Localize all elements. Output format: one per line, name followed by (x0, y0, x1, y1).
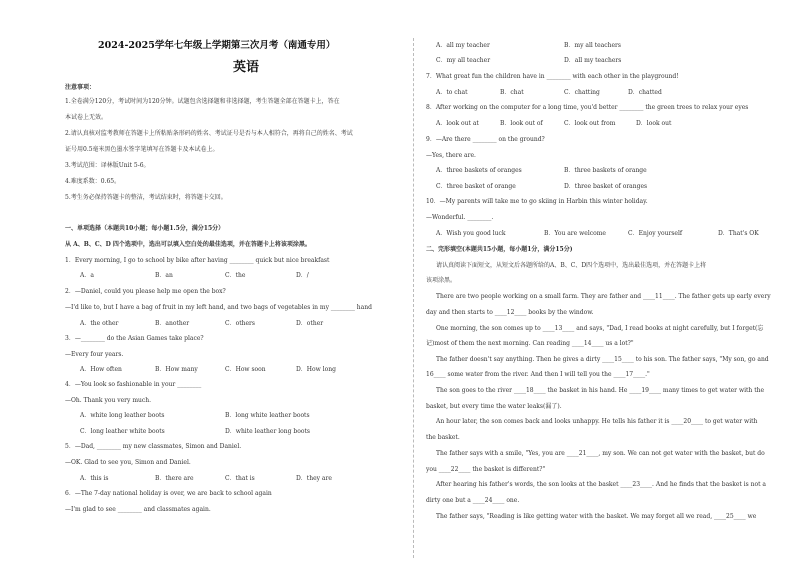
question-stem: 10．—My parents will take me to go skiing in Harbin this winter holiday. (426, 198, 648, 205)
option: D．How long (296, 366, 336, 373)
question-stem: —Yes, there are. (426, 152, 476, 159)
note-line: 2.请认真核对监考教师在答题卡上所粘贴条形码的姓名、考试证号是否与本人相符合，再将自己的姓名、考试 (65, 130, 353, 137)
option: A．three baskets of oranges (436, 167, 522, 174)
question-stem: 9．—Are there ________ on the ground? (426, 136, 545, 143)
note-line: 4.难度系数：0.65。 (65, 178, 121, 185)
question-stem: 2．—Daniel, could you please help me open the box? (65, 288, 226, 295)
passage-line: 16____ some water from the river. And then I will tell you the ____17____." (426, 371, 650, 378)
note-line: 3.考试范围：译林版Unit 5-6。 (65, 162, 150, 169)
option: B．You are welcome (544, 230, 606, 237)
passage-line: An hour later, the son comes back and looks unhappy. He tells his father it is ____20____ to get water with (436, 418, 758, 425)
question-stem: 6．—The 7-day national holiday is over, we are back to school again (65, 490, 272, 497)
option: A．white long leather boots (80, 412, 165, 419)
note-line: 1.全卷满分120分，考试时间为120分钟。试题包含选择题和非选择题，考生答题全部在答题卡上，答在 (65, 98, 340, 105)
option: A．Wish you good luck (436, 230, 506, 237)
passage-line: 记)most of them the next morning. Can reading ____14____ us a lot?" (426, 340, 634, 347)
question-stem: —Every four years. (65, 351, 124, 358)
passage-line: One morning, the son comes up to ____13____ and says, "Dad, I read books at night carefully, but I forget(忘 (436, 325, 764, 332)
question-stem: 7．What great fun the children have in ________ with each other in the playground! (426, 73, 679, 80)
option: D．three basket of oranges (564, 183, 648, 190)
option: B．three baskets of orange (564, 167, 647, 174)
passage-line: you ____22____ the basket is different?" (426, 466, 546, 473)
note-line: 本试卷上无效。 (65, 114, 108, 121)
option: C．Enjoy yourself (628, 230, 683, 237)
question-stem: —I'd like to, but I have a bag of fruit in my left hand, and two bags of vegetables in my ________ hand (65, 304, 372, 311)
exam-title: 2024-2025学年七年级上学期第三次月考（南通专用） (98, 40, 336, 51)
passage-line: After hearing his father's words, the son looks at the basket ____23____. And he finds that the basket is not a (436, 481, 767, 488)
question-stem: —Wonderful. ________. (426, 214, 494, 221)
option: C．my all teacher (436, 57, 491, 64)
option: D．chatted (628, 89, 662, 96)
option: B．chat (500, 89, 524, 96)
option: A．the other (80, 320, 119, 327)
question-stem: 5．—Dad, ________ my new classmates, Simon and Daniel. (65, 443, 242, 450)
option: D．all my teachers (564, 57, 622, 64)
option: A．look out at (436, 120, 479, 127)
notes-heading: 注意事项： (65, 84, 96, 91)
passage-line: basket, but every time the water leaks(漏了). (426, 403, 562, 410)
option: A．a (80, 272, 94, 279)
section-instruction: 请认真阅读下面短文，从短文后各题所给的A、B、C、D四个选项中，选出最佳选项，并在答题卡上将 (436, 262, 707, 269)
question-stem: 3．—________ do the Asian Games take place? (65, 335, 204, 342)
option: C．chatting (564, 89, 600, 96)
passage-line: the basket. (426, 434, 460, 441)
option: D．/ (296, 272, 309, 279)
passage-line: The father says, "Reading is like getting water with the basket. We may forget all we read, ____25____ we (436, 513, 757, 520)
option: B．another (155, 320, 190, 327)
option: B．there are (155, 475, 194, 482)
question-stem: —OK. Glad to see you, Simon and Daniel. (65, 459, 191, 466)
option: D．they are (296, 475, 332, 482)
question-stem: —I'm glad to see ________ and classmates again. (65, 506, 211, 513)
option: D．That's OK (718, 230, 759, 237)
passage-line: day and then starts to ____12____ books by the window. (426, 309, 594, 316)
column-divider (413, 38, 414, 558)
question-stem: 4．—You look so fashionable in your ________ (65, 381, 202, 388)
option: C．the (225, 272, 246, 279)
option: D．other (296, 320, 324, 327)
question-stem: —Oh. Thank you very much. (65, 397, 152, 404)
passage-line: There are two people working on a small farm. They are father and ____11____. The father gets up early every (436, 293, 771, 300)
option: A．to chat (436, 89, 468, 96)
section-heading: 一、单项选择（本题共10小题；每小题1.5分，满分15分） (65, 225, 225, 232)
passage-line: The father says with a smile, "Yes, you are ____21____, my son. We can not get water with the basket, but do (436, 450, 765, 457)
option: C．three basket of orange (436, 183, 516, 190)
note-line: 证号用0.5毫米黑色墨水签字笔填写在答题卡及本试卷上。 (65, 146, 219, 153)
option: B．How many (155, 366, 198, 373)
option: C．long leather white boots (80, 428, 165, 435)
option: A．this is (80, 475, 109, 482)
option: B．my all teachers (564, 42, 621, 49)
option: A．all my teacher (436, 42, 490, 49)
option: A．How often (80, 366, 122, 373)
option: B．look out of (500, 120, 543, 127)
passage-line: The son goes to the river ____18____ the basket in his hand. He ____19____ many times to get water with the (436, 387, 765, 394)
option: D．white leather long boots (225, 428, 310, 435)
option: C．that is (225, 475, 255, 482)
question-stem: 8．After working on the computer for a long time, you'd better ________ the green trees to relax your eyes (426, 104, 749, 111)
option: C．look out from (564, 120, 616, 127)
section-instruction: 该项涂黑。 (426, 277, 457, 284)
option: C．others (225, 320, 255, 327)
right-column (418, 0, 794, 562)
note-line: 5.考生务必保持答题卡的整洁，考试结束时，将答题卡交回。 (65, 194, 227, 201)
subject-title: 英语 (233, 60, 260, 75)
option: B．an (155, 272, 173, 279)
option: D．look out (636, 120, 672, 127)
option: C．How soon (225, 366, 266, 373)
passage-line: The father doesn't say anything. Then he gives a dirty ____15____ to his son. The father says, "My son, go and (436, 356, 769, 363)
section-heading: 二、完形填空(本题共15小题，每小题1分，满分15分) (426, 246, 573, 253)
question-stem: 1．Every morning, I go to school by bike after having ________ quick but nice breakfast (65, 257, 330, 264)
passage-line: dirty one but a ____24____ one. (426, 497, 520, 504)
option: B．long white leather boots (225, 412, 310, 419)
section-instruction: 从 A、B、C、D 四个选项中，选出可以填入空白处的最佳选项，并在答题卡上将该项涂黑。 (65, 241, 311, 248)
